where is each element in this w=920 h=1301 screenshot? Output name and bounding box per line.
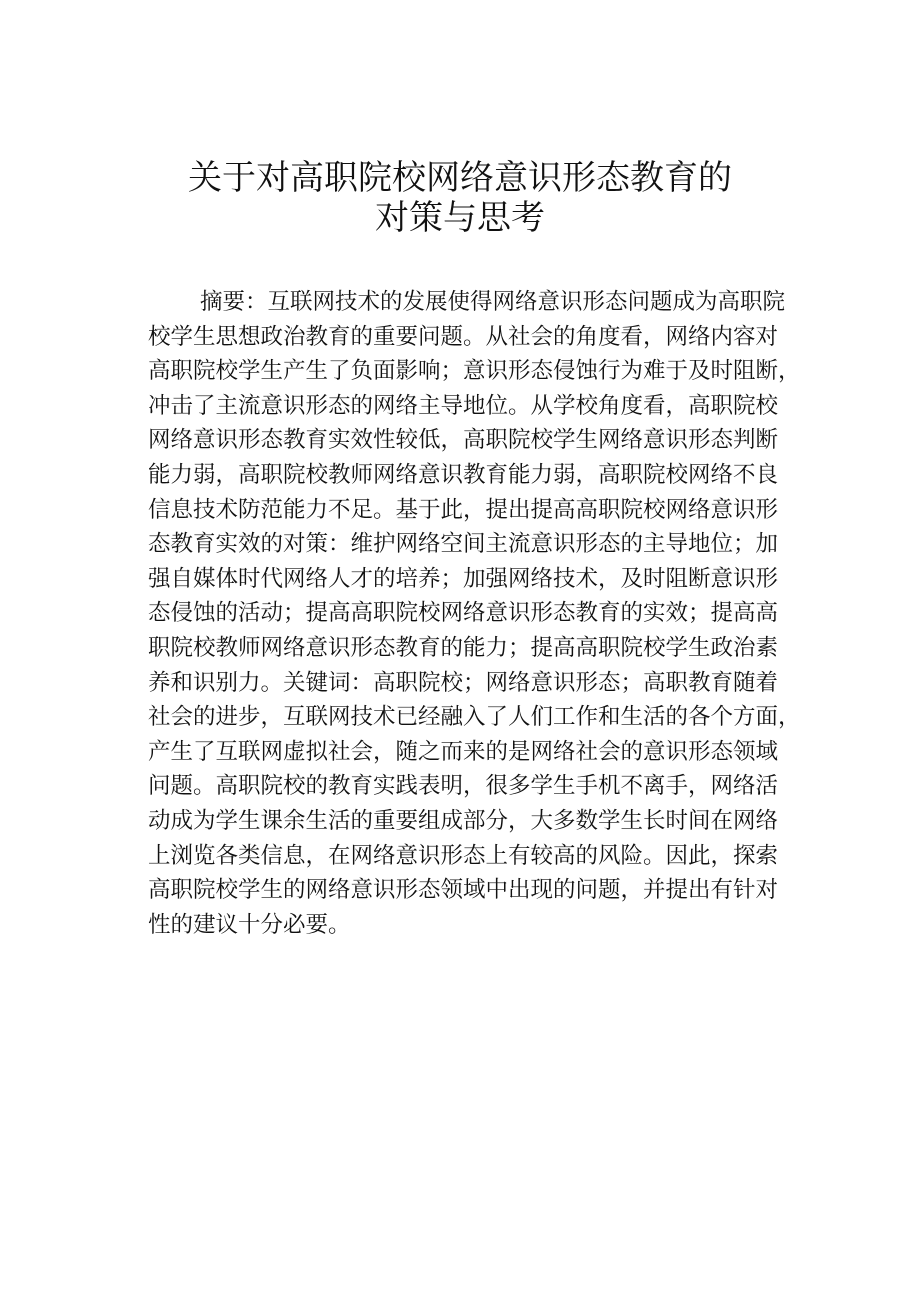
body-line: 态教育实效的对策：维护网络空间主流意识形态的主导地位；加 [148,531,779,558]
body-line: 态侵蚀的活动；提高高职院校网络意识形态教育的实效；提高高 [148,600,779,627]
body-line: 摘要：互联网技术的发展使得网络意识形态问题成为高职院 [200,289,786,315]
body-line: 问题。高职院校的教育实践表明，很多学生手机不离手，网络活 [148,773,779,800]
body-line: 高职院校学生的网络意识形态领域中出现的问题，并提出有针对 [148,877,779,904]
body-line: 性的建议十分必要。 [148,911,351,938]
body-line: 能力弱，高职院校教师网络意识教育能力弱，高职院校网络不良 [148,461,779,488]
body-line: 冲击了主流意识形态的网络主导地位。从学校角度看，高职院校 [148,392,779,419]
body-line: 社会的进步，互联网技术已经融入了人们工作和生活的各个方面， [148,704,801,731]
body-line: 产生了互联网虚拟社会，随之而来的是网络社会的意识形态领域 [148,738,779,765]
title-line-2: 对策与思考 [375,198,545,238]
title-line-1: 关于对高职院校网络意识形态教育的 [188,158,732,198]
body-line: 校学生思想政治教育的重要问题。从社会的角度看，网络内容对 [148,323,779,350]
body-line: 信息技术防范能力不足。基于此，提出提高高职院校网络意识形 [148,496,779,523]
document-title [0,158,920,238]
body-line: 动成为学生课余生活的重要组成部分，大多数学生长时间在网络 [148,807,779,834]
body-line: 网络意识形态教育实效性较低，高职院校学生网络意识形态判断 [148,427,779,454]
body-line: 养和识别力。关键词：高职院校；网络意识形态；高职教育随着 [148,669,779,696]
body-line: 上浏览各类信息，在网络意识形态上有较高的风险。因此，探索 [148,842,779,869]
body-line: 强自媒体时代网络人才的培养；加强网络技术，及时阻断意识形 [148,565,779,592]
body-line: 职院校教师网络意识形态教育的能力；提高高职院校学生政治素 [148,634,779,661]
abstract-paragraph [148,285,801,942]
body-line: 高职院校学生产生了负面影响；意识形态侵蚀行为难于及时阻断， [148,358,801,385]
